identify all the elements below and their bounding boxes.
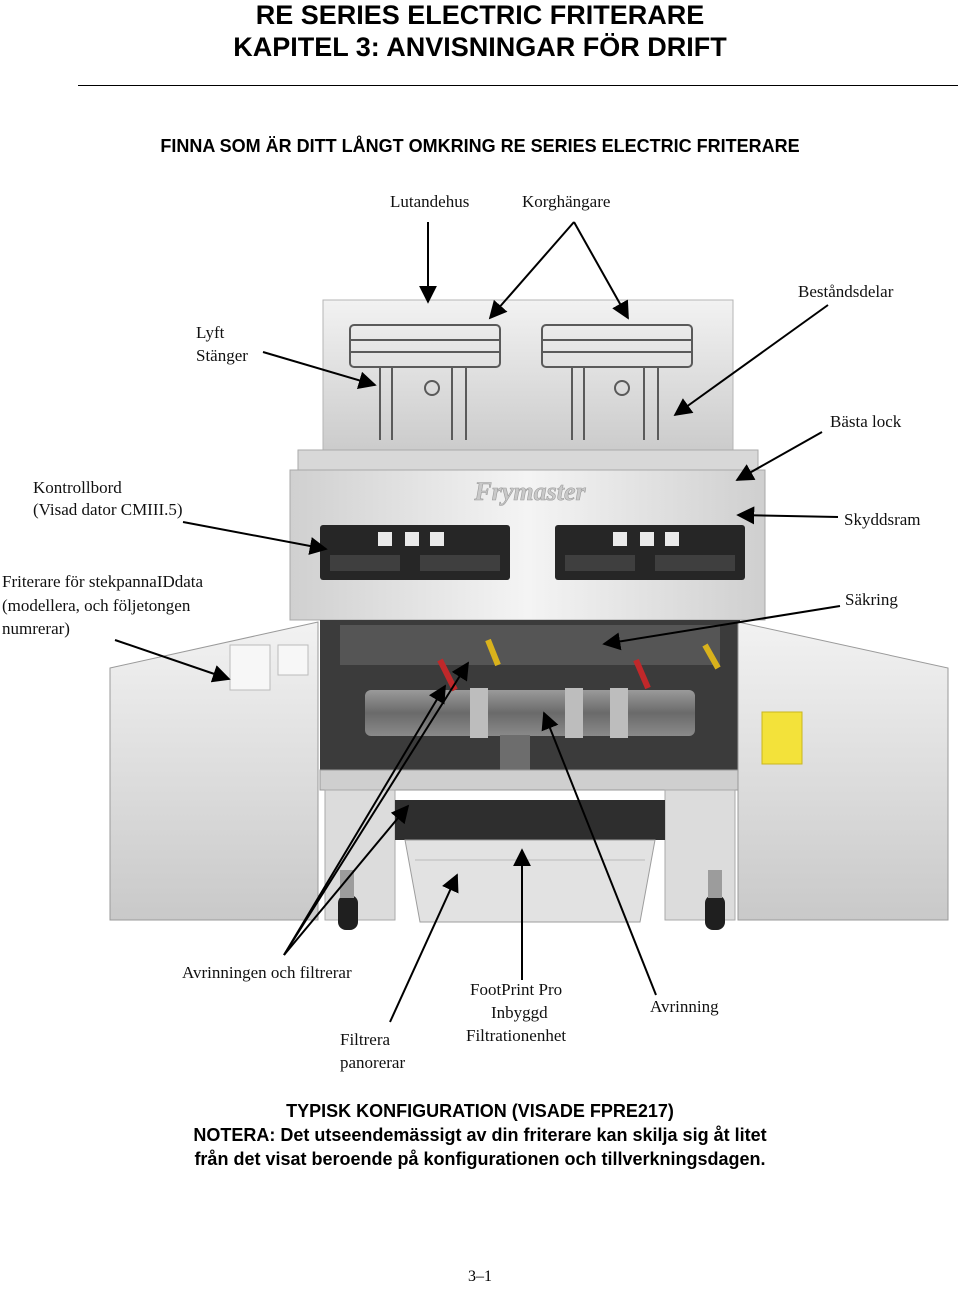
label-footprint-line1: FootPrint Pro <box>470 980 563 999</box>
page-title-line2: KAPITEL 3: ANVISNINGAR FÖR DRIFT <box>233 32 727 62</box>
label-footprint-line3: Filtrationenhet <box>466 1026 567 1045</box>
label-footprint-line2: Inbyggd <box>491 1003 548 1022</box>
label-friterare-line1: Friterare för stekpannaIDdata <box>2 572 204 591</box>
computer-right <box>555 525 745 580</box>
label-friterare-line3: numrerar) <box>2 619 70 638</box>
label-filtrera-line2: panorerar <box>340 1053 406 1072</box>
filter-pan <box>405 840 655 922</box>
label-lyft-line2: Stänger <box>196 346 248 365</box>
label-bestandsdelar: Beståndsdelar <box>798 282 894 301</box>
brand-logo: Frymaster <box>474 477 586 506</box>
section-title: FINNA SOM ÄR DITT LÅNGT OMKRING RE SERIES ELECTRIC FRITERARE <box>160 136 800 156</box>
label-basta-lock: Bästa lock <box>830 412 902 431</box>
label-kontrollbord-line2: (Visad dator CMIII.5) <box>33 500 183 519</box>
caution-label <box>762 712 802 764</box>
label-lutandehus: Lutandehus <box>390 192 470 211</box>
label-korghangare: Korghängare <box>522 192 611 211</box>
caption-line2: NOTERA: Det utseendemässigt av din friterare kan skilja sig åt litet <box>193 1125 767 1145</box>
caption-line3: från det visat beroende på konfigurationen och tillverkningsdagen. <box>194 1149 766 1169</box>
label-avrinningen: Avrinningen och filtrerar <box>182 963 352 982</box>
label-sakring: Säkring <box>845 590 898 609</box>
computer-left <box>320 525 510 580</box>
caption-line1: TYPISK KONFIGURATION (VISADE FPRE217) <box>286 1101 674 1121</box>
label-friterare-line2: (modellera, och följetongen <box>2 596 191 615</box>
top-deck <box>298 450 758 472</box>
cabinet-interior <box>320 620 740 775</box>
left-door <box>110 622 318 920</box>
label-kontrollbord-line1: Kontrollbord <box>33 478 122 497</box>
drain-pipe <box>365 690 695 736</box>
label-avrinning: Avrinning <box>650 997 719 1016</box>
label-lyft-line1: Lyft <box>196 323 225 342</box>
label-skyddsram: Skyddsram <box>844 510 921 529</box>
page-title-line1: RE SERIES ELECTRIC FRITERARE <box>255 0 705 30</box>
label-filtrera-line1: Filtrera <box>340 1030 391 1049</box>
page-number: 3–1 <box>468 1268 492 1285</box>
right-door <box>738 622 948 920</box>
